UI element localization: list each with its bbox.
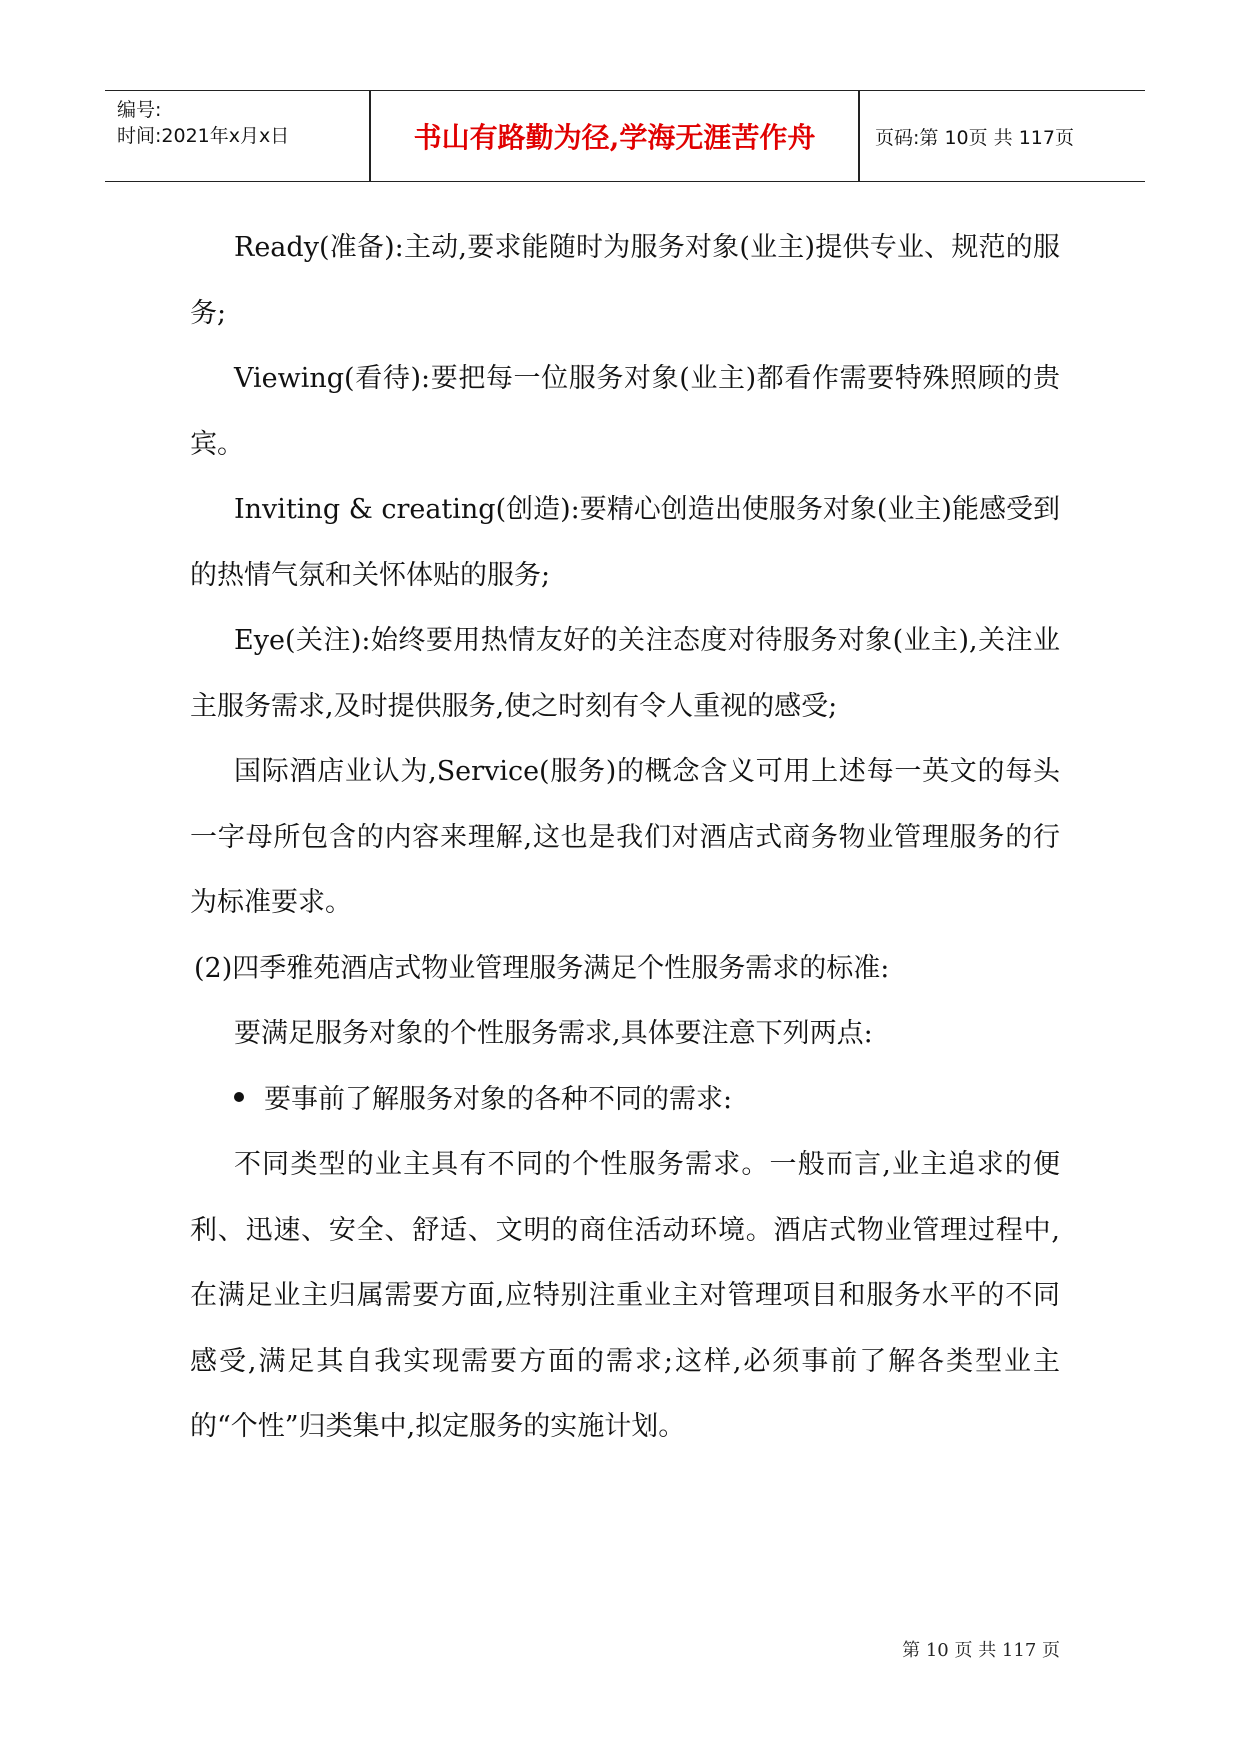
page-header bbox=[105, 90, 1145, 182]
paragraph-service-definition: 国际酒店业认为,Service(服务)的概念含义可用上述每一英文的每头一字母所包含的内容来理解,这也是我们对酒店式商务物业管理服务的行为标准要求。 bbox=[190, 756, 1060, 918]
paragraph-inviting: Inviting & creating(创造):要精心创造出使服务对象(业主)能感受到的热情气氛和关怀体贴的服务; bbox=[190, 494, 1060, 591]
paragraph-ready: Ready(准备):主动,要求能随时为服务对象(业主)提供专业、规范的服务; bbox=[190, 232, 1060, 329]
document-body bbox=[190, 215, 1060, 1460]
bullet-item bbox=[190, 1067, 1060, 1133]
document-number-label: 编号: bbox=[117, 99, 162, 121]
paragraph-viewing: Viewing(看待):要把每一位服务对象(业主)都看作需要特殊照顾的贵宾。 bbox=[190, 363, 1060, 460]
header-meta bbox=[117, 91, 377, 181]
header-motto: 书山有路勤为径,学海无涯苦作舟 bbox=[413, 121, 816, 154]
paragraph-needs: 不同类型的业主具有不同的个性服务需求。一般而言,业主追求的便利、迅速、安全、舒适、文明的商住活动环境。酒店式物业管理过程中,在满足业主归属需要方面,应特别注重业主对管理项目和服务水平的不同感受,满足其自我实现需要方面的需求;这样,必须事前了解各类型业主的“个性”归类集中,拟定服务的实施计划。 bbox=[190, 1149, 1060, 1442]
bullet-dot-icon bbox=[234, 1092, 244, 1102]
paragraph-intro: 要满足服务对象的个性服务需求,具体要注意下列两点: bbox=[234, 1018, 873, 1049]
section-heading: (2)四季雅苑酒店式物业管理服务满足个性服务需求的标准: bbox=[194, 952, 890, 984]
bullet-text: 要事前了解服务对象的各种不同的需求: bbox=[264, 1083, 733, 1115]
page-footer: 第 10 页 共 117 页 bbox=[902, 1640, 1060, 1661]
header-page-info: 页码:第 10页 共 117页 bbox=[875, 126, 1074, 149]
paragraph-eye: Eye(关注):始终要用热情友好的关注态度对待服务对象(业主),关注业主服务需求,及时提供服务,使之时刻有令人重视的感受; bbox=[190, 625, 1060, 722]
header-divider bbox=[858, 91, 860, 181]
document-date: 时间:2021年x月x日 bbox=[117, 125, 290, 147]
